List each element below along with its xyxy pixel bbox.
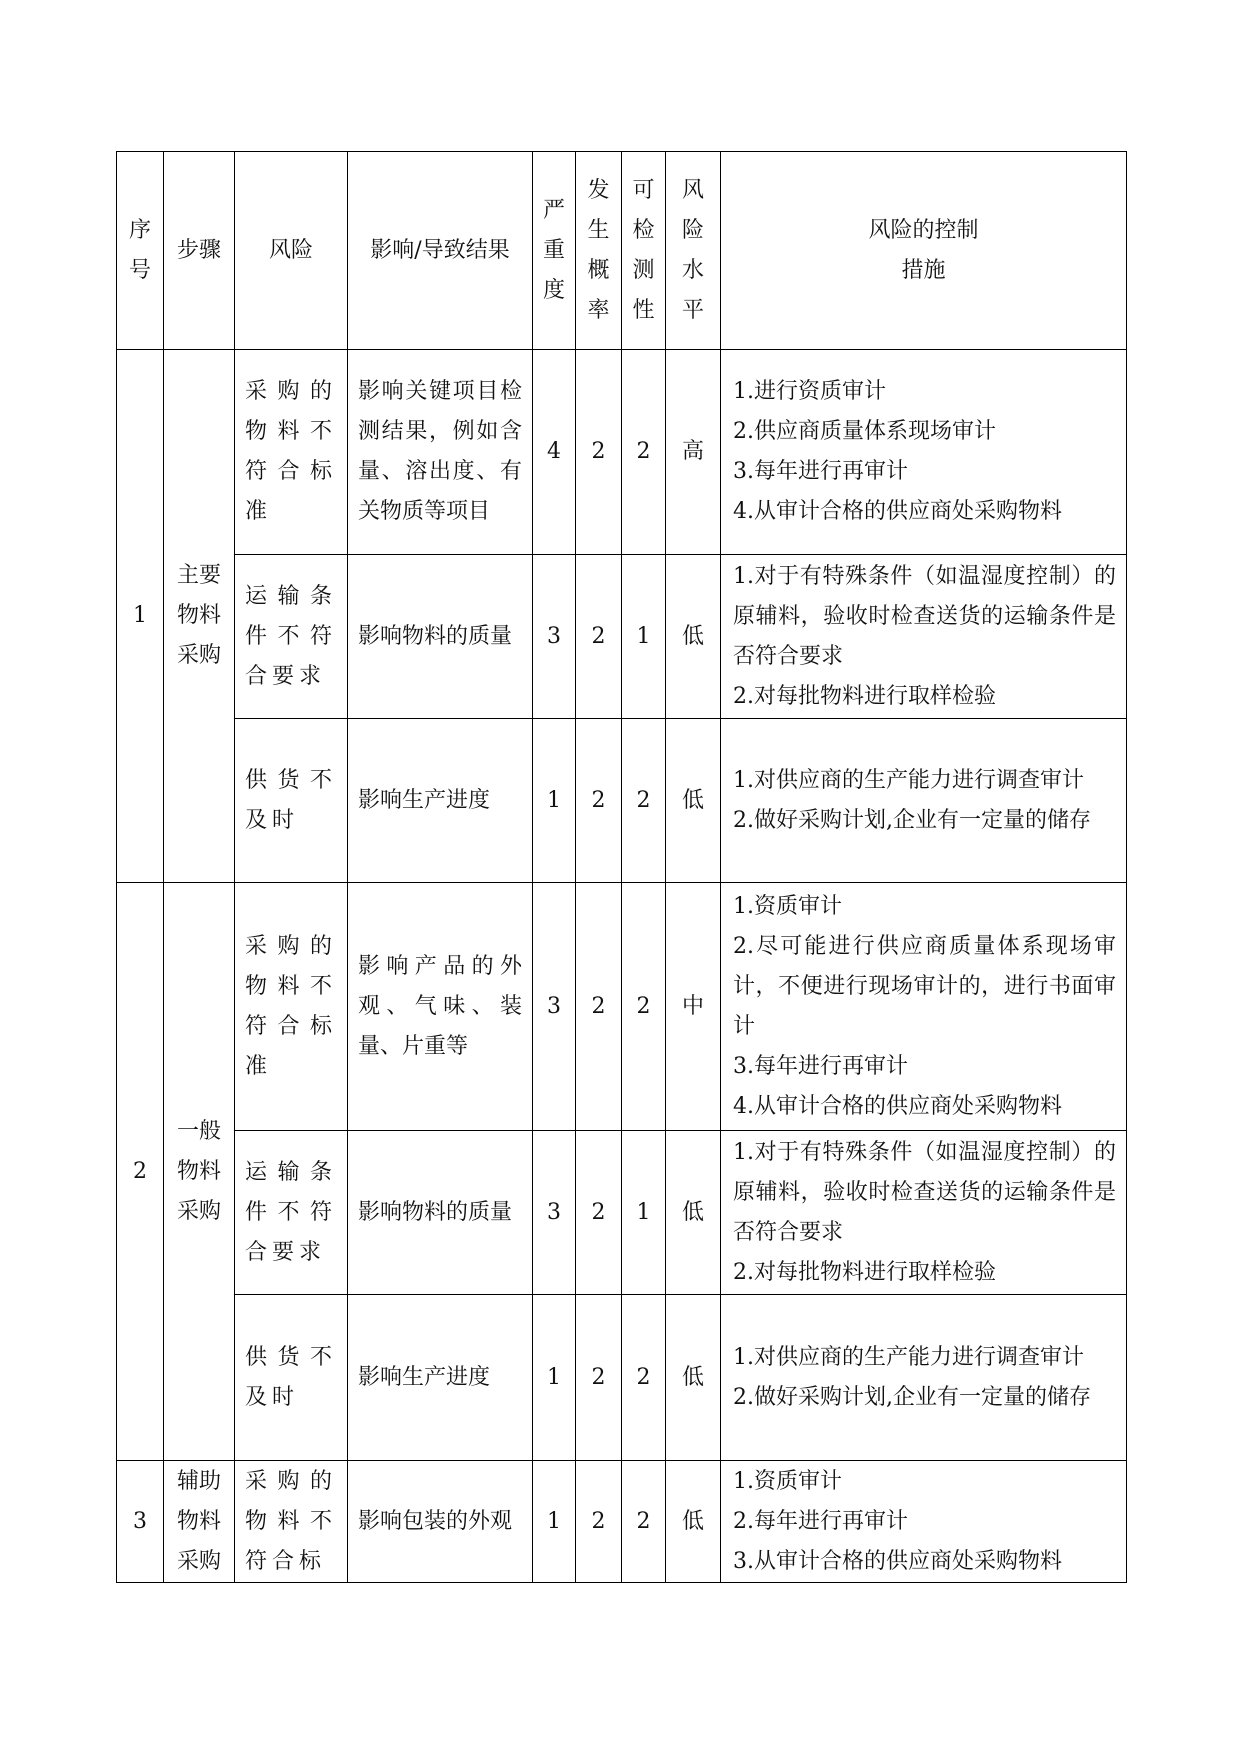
cell-detectability: 2 <box>622 1461 666 1583</box>
cell-severity: 1 <box>533 1461 576 1583</box>
cell-impact: 影响产品的外观、气味、装量、片重等 <box>348 883 533 1131</box>
measure-item: 1.对于有特殊条件（如温湿度控制）的原辅料，验收时检查送货的运输条件是否符合要求 <box>733 1139 1116 1245</box>
cell-probability: 2 <box>576 1295 622 1461</box>
header-impact: 影响/导致结果 <box>348 152 533 350</box>
header-risk: 风险 <box>235 152 348 350</box>
measure-item: 4.从审计合格的供应商处采购物料 <box>733 1093 1062 1119</box>
cell-detectability: 1 <box>622 1131 666 1295</box>
measure-item: 1.对供应商的生产能力进行调查审计 <box>733 1344 1084 1370</box>
measure-item: 2.供应商质量体系现场审计 <box>733 419 996 444</box>
cell-seq: 2 <box>117 883 164 1461</box>
cell-risk: 供货不及时 <box>235 719 348 883</box>
cell-control-measures <box>721 883 1127 1131</box>
cell-risk: 运输条件不符合要求 <box>235 555 348 719</box>
cell-control-measures <box>721 350 1127 555</box>
header-severity: 严重度 <box>533 152 576 350</box>
measure-item: 2.每年进行再审计 <box>733 1508 908 1534</box>
measure-item: 2.做好采购计划,企业有一定量的储存 <box>733 807 1091 833</box>
measure-item: 1.进行资质审计 <box>733 379 886 404</box>
table-body <box>117 152 1127 1583</box>
cell-control-measures <box>721 1131 1127 1295</box>
cell-severity: 1 <box>533 1295 576 1461</box>
measure-item: 3.每年进行再审计 <box>733 1053 908 1079</box>
cell-risk-level: 中 <box>666 883 721 1131</box>
header-detectability: 可检测性 <box>622 152 666 350</box>
cell-risk-level: 高 <box>666 350 721 555</box>
header-probability: 发生概率 <box>576 152 622 350</box>
table-row <box>117 719 1127 883</box>
cell-control-measures <box>721 1295 1127 1461</box>
table-row <box>117 1461 1127 1583</box>
measure-item: 3.每年进行再审计 <box>733 459 908 484</box>
table-row <box>117 883 1127 1131</box>
header-seq: 序号 <box>117 152 164 350</box>
cell-probability: 2 <box>576 555 622 719</box>
cell-impact: 影响生产进度 <box>348 1295 533 1461</box>
table-row <box>117 555 1127 719</box>
header-row <box>117 152 1127 350</box>
measure-item: 1.对供应商的生产能力进行调查审计 <box>733 767 1084 793</box>
header-risk-level: 风险水平 <box>666 152 721 350</box>
measure-item: 4.从审计合格的供应商处采购物料 <box>733 499 1062 524</box>
cell-risk: 运输条件不符合要求 <box>235 1131 348 1295</box>
cell-risk-level: 低 <box>666 1461 721 1583</box>
measure-item: 3.从审计合格的供应商处采购物料 <box>733 1548 1062 1574</box>
risk-assessment-table <box>116 151 1127 1583</box>
table-row <box>117 1131 1127 1295</box>
measure-item: 1.资质审计 <box>733 893 842 919</box>
cell-severity: 1 <box>533 719 576 883</box>
cell-risk: 采购的物料不符合标准 <box>235 350 348 555</box>
cell-detectability: 2 <box>622 1295 666 1461</box>
cell-seq: 1 <box>117 350 164 883</box>
cell-detectability: 2 <box>622 883 666 1131</box>
measure-item: 1.对于有特殊条件（如温湿度控制）的原辅料，验收时检查送货的运输条件是否符合要求 <box>733 563 1116 669</box>
measure-item: 1.资质审计 <box>733 1468 842 1494</box>
cell-probability: 2 <box>576 1461 622 1583</box>
cell-impact: 影响包装的外观 <box>348 1461 533 1583</box>
cell-risk-level: 低 <box>666 555 721 719</box>
cell-impact: 影响生产进度 <box>348 719 533 883</box>
cell-severity: 3 <box>533 883 576 1131</box>
cell-seq: 3 <box>117 1461 164 1583</box>
cell-probability: 2 <box>576 1131 622 1295</box>
cell-risk: 采购的物料不符合标准 <box>235 883 348 1131</box>
cell-detectability: 2 <box>622 350 666 555</box>
header-step: 步骤 <box>164 152 235 350</box>
cell-impact: 影响关键项目检测结果，例如含量、溶出度、有关物质等项目 <box>348 350 533 555</box>
measure-item: 2.对每批物料进行取样检验 <box>733 683 996 709</box>
cell-risk: 供货不及时 <box>235 1295 348 1461</box>
cell-probability: 2 <box>576 883 622 1131</box>
cell-impact: 影响物料的质量 <box>348 555 533 719</box>
cell-detectability: 2 <box>622 719 666 883</box>
measure-item: 2.尽可能进行供应商质量体系现场审计，不便进行现场审计的，进行书面审计 <box>733 933 1116 1039</box>
cell-probability: 2 <box>576 719 622 883</box>
cell-risk-level: 低 <box>666 1295 721 1461</box>
cell-severity: 4 <box>533 350 576 555</box>
cell-control-measures <box>721 1461 1127 1583</box>
cell-control-measures <box>721 555 1127 719</box>
measure-item: 2.对每批物料进行取样检验 <box>733 1259 996 1285</box>
table-row <box>117 350 1127 555</box>
cell-step: 主要物料采购 <box>164 350 235 883</box>
measure-item: 2.做好采购计划,企业有一定量的储存 <box>733 1384 1091 1410</box>
cell-risk-level: 低 <box>666 1131 721 1295</box>
cell-step: 辅助物料采购 <box>164 1461 235 1583</box>
cell-severity: 3 <box>533 555 576 719</box>
cell-detectability: 1 <box>622 555 666 719</box>
cell-control-measures <box>721 719 1127 883</box>
cell-probability: 2 <box>576 350 622 555</box>
header-control-measures: 风险的控制 措施 <box>721 152 1127 350</box>
cell-risk-level: 低 <box>666 719 721 883</box>
cell-severity: 3 <box>533 1131 576 1295</box>
cell-risk: 采购的物料不符合标 <box>235 1461 348 1583</box>
cell-step: 一般物料采购 <box>164 883 235 1461</box>
table-row <box>117 1295 1127 1461</box>
cell-impact: 影响物料的质量 <box>348 1131 533 1295</box>
